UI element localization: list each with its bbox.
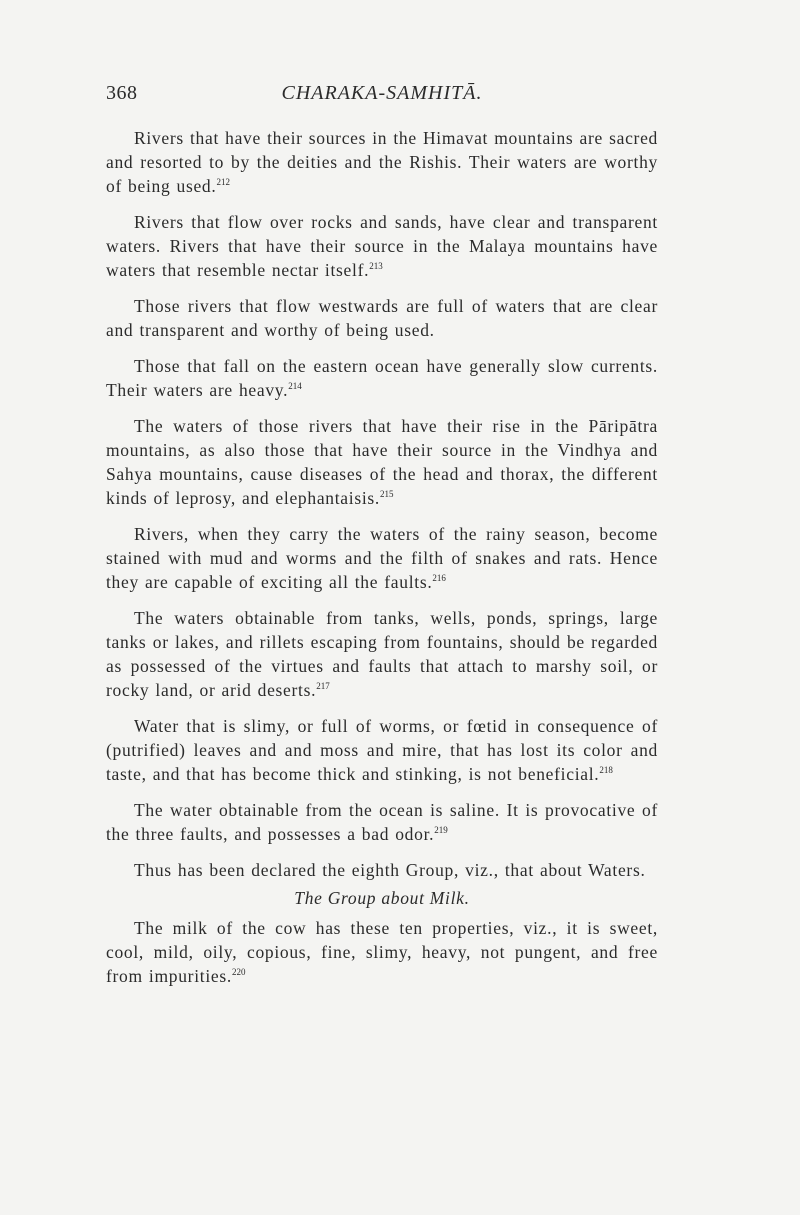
footnote-marker: 214 bbox=[288, 381, 302, 392]
section-heading: The Group about Milk. bbox=[294, 888, 470, 908]
paragraph-text: Rivers, when they carry the waters of the rainy season, become stained with mud and worms and the filth of snakes and rats. Hence they are capable of exciting all the faults. bbox=[106, 524, 658, 592]
paragraph bbox=[106, 414, 658, 510]
body-text bbox=[106, 126, 658, 1000]
paragraph bbox=[106, 210, 658, 282]
running-title: CHARAKA-SAMHITĀ. bbox=[281, 82, 483, 104]
paragraph bbox=[106, 522, 658, 594]
paragraph bbox=[106, 916, 658, 988]
paragraph-text: Rivers that have their sources in the Himavat mountains are sacred and resorted to by the deities and the Rishis. Their waters are worthy of being used. bbox=[106, 128, 658, 196]
closing-line: Thus has been declared the eighth Group, viz., that about Waters. bbox=[134, 860, 646, 880]
paragraph bbox=[106, 354, 658, 402]
paragraph bbox=[106, 606, 658, 702]
page-header bbox=[106, 82, 658, 112]
paragraph-text: Those rivers that flow westwards are full of waters that are clear and transparent and worthy of being used. bbox=[106, 296, 658, 340]
footnote-marker: 218 bbox=[599, 765, 613, 776]
paragraph bbox=[106, 714, 658, 786]
paragraph-text: The waters of those rivers that have their rise in the Pāripātra mountains, as also those that have their source in the Vindhya and Sahya mountains, cause diseases of the head and thorax, the different kinds of leprosy, and elephantaisis. bbox=[106, 416, 658, 508]
paragraph-text: The milk of the cow has these ten properties, viz., it is sweet, cool, mild, oily, copious, fine, slimy, heavy, not pungent, and free from impurities. bbox=[106, 918, 658, 986]
footnote-marker: 219 bbox=[434, 825, 448, 836]
page-number: 368 bbox=[106, 82, 138, 104]
footnote-marker: 213 bbox=[369, 261, 383, 272]
footnote-marker: 217 bbox=[316, 681, 330, 692]
paragraph bbox=[106, 126, 658, 198]
paragraph bbox=[106, 294, 658, 342]
footnote-marker: 220 bbox=[231, 967, 246, 978]
footnote-marker: 216 bbox=[432, 573, 446, 584]
paragraph-text: The water obtainable from the ocean is saline. It is provocative of the three faults, and possesses a bad odor. bbox=[106, 800, 658, 844]
footnote-marker: 212 bbox=[216, 177, 230, 188]
paragraph-text: Those that fall on the eastern ocean have generally slow currents. Their waters are heavy. bbox=[106, 356, 658, 400]
footnote-marker: 215 bbox=[380, 489, 394, 500]
paragraph-text: Water that is slimy, or full of worms, or fœtid in consequence of (putrified) leaves and and moss and mire, that has lost its color and taste, and that has become thick and stinking, is not beneficial. bbox=[106, 716, 658, 784]
paragraph-text: The waters obtainable from tanks, wells, ponds, springs, large tanks or lakes, and rillets escaping from fountains, should be regarded as possessed of the virtues and faults that attach to marshy soil, or rocky land, or arid deserts. bbox=[106, 608, 658, 700]
paragraph bbox=[106, 798, 658, 846]
paragraph-text: Rivers that flow over rocks and sands, have clear and transparent waters. Rivers that have their source in the Malaya mountains have waters that resemble nectar itself. bbox=[106, 212, 658, 280]
